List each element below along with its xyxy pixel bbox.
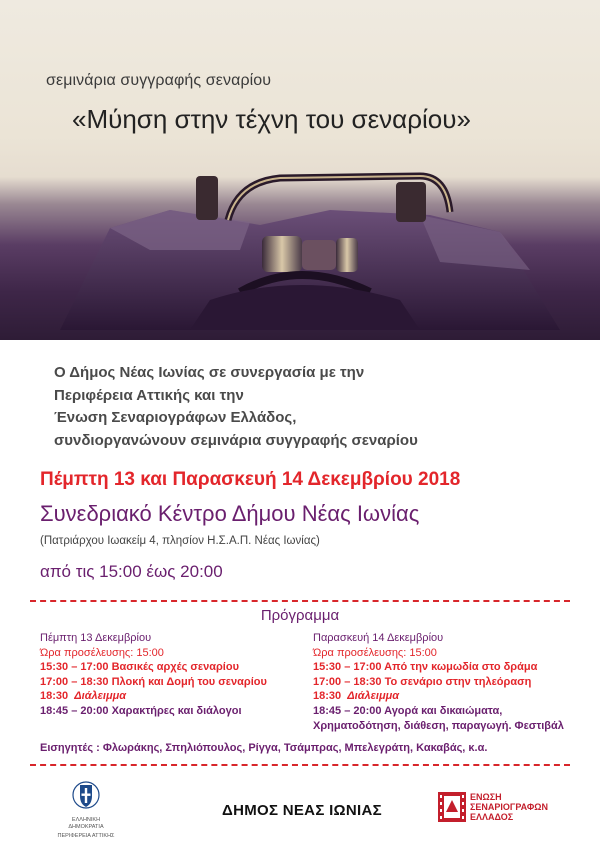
day1-title: Πέμπτη 13 Δεκεμβρίου xyxy=(40,632,152,644)
film-strip-icon xyxy=(438,792,466,822)
divider-top xyxy=(30,600,570,602)
speakers-list: Εισηγητές : Φλωράκης, Σπηλιόπουλος, Ρίγγα, Τσάμπρας, Μπελεγράτη, Κακαβάς, κ.α. xyxy=(40,742,488,754)
typewriter-photo xyxy=(0,0,600,340)
event-venue: Συνεδριακό Κέντρο Δήμου Νέας Ιωνίας xyxy=(40,501,420,526)
event-address: (Πατριάρχου Ιωακείμ 4, πλησίον Η.Σ.Α.Π. Νέας Ιωνίας) xyxy=(40,535,320,547)
program-heading: Πρόγραμμα xyxy=(260,607,340,624)
region-label-2: ΠΕΡΙΦΕΡΕΙΑ ΑΤΤΙΚΗΣ xyxy=(57,833,115,839)
greek-emblem-icon xyxy=(72,780,100,810)
day2-title: Παρασκευή 14 Δεκεμβρίου xyxy=(313,632,444,644)
region-label-1: ΕΛΛΗΝΙΚΗ ΔΗΜΟΚΡΑΤΙΑ xyxy=(68,817,104,830)
intro-text xyxy=(54,362,418,452)
day1-arrival: Ώρα προσέλευσης: 15:00 xyxy=(40,646,164,659)
divider-bottom xyxy=(30,764,570,766)
event-hours: από τις 15:00 έως 20:00 xyxy=(40,562,223,581)
program-day1 xyxy=(40,631,267,719)
day1-item: 17:00 – 18:30 Πλοκή και Δομή του σεναρίου xyxy=(40,675,267,688)
union-name xyxy=(470,792,580,822)
region-attica-logo xyxy=(54,780,118,840)
intro-line: Ο Δήμος Νέας Ιωνίας σε συνεργασία με την xyxy=(54,364,365,381)
day2-item: 18:30 Διάλειμμα xyxy=(313,690,400,703)
day2-arrival: Ώρα προσέλευσης: 15:00 xyxy=(313,646,437,659)
municipality-name: ΔΗΜΟΣ ΝΕΑΣ ΙΩΝΙΑΣ xyxy=(222,802,382,819)
day2-item: 15:30 – 17:00 Από την κωμωδία στο δράμα xyxy=(313,661,538,674)
intro-line: Ένωση Σεναριογράφων Ελλάδος, xyxy=(54,409,297,426)
day1-item: 18:45 – 20:00 Χαρακτήρες και διάλογοι xyxy=(40,704,242,717)
day1-item: 18:30 Διάλειμμα xyxy=(40,690,127,703)
intro-line: Περιφέρεια Αττικής και την xyxy=(54,386,244,404)
day1-item: 15:30 – 17:00 Βασικές αρχές σεναρίου xyxy=(40,661,239,674)
typewriter-illustration xyxy=(0,0,600,340)
program-day2 xyxy=(313,631,564,733)
union-name-line: ΣΕΝΑΡΙΟΓΡΑΦΩΝ xyxy=(470,802,549,812)
day2-item: 17:00 – 18:30 Το σενάριο στην τηλεόραση xyxy=(313,675,532,688)
intro-line: συνδιοργανώνουν σεμινάρια συγγραφής σεναρίου xyxy=(54,431,418,449)
header-title: «Μύηση στην τέχνη του σεναρίου» xyxy=(72,104,471,134)
event-dates: Πέμπτη 13 και Παρασκευή 14 Δεκεμβρίου 2018 xyxy=(40,469,461,490)
day2-item: 18:45 – 20:00 Αγορά και δικαιώματα, xyxy=(313,704,503,717)
union-name-line: ΕΛΛΑΔΟΣ xyxy=(470,812,514,822)
day2-item: Χρηματοδότηση, διάθεση, παραγωγή. Φεστιβάλ xyxy=(313,719,564,732)
screenwriters-union-logo xyxy=(438,792,549,827)
union-name-line: ΕΝΩΣΗ xyxy=(470,792,502,802)
header-subtitle: σεμινάρια συγγραφής σεναρίου xyxy=(46,72,272,89)
